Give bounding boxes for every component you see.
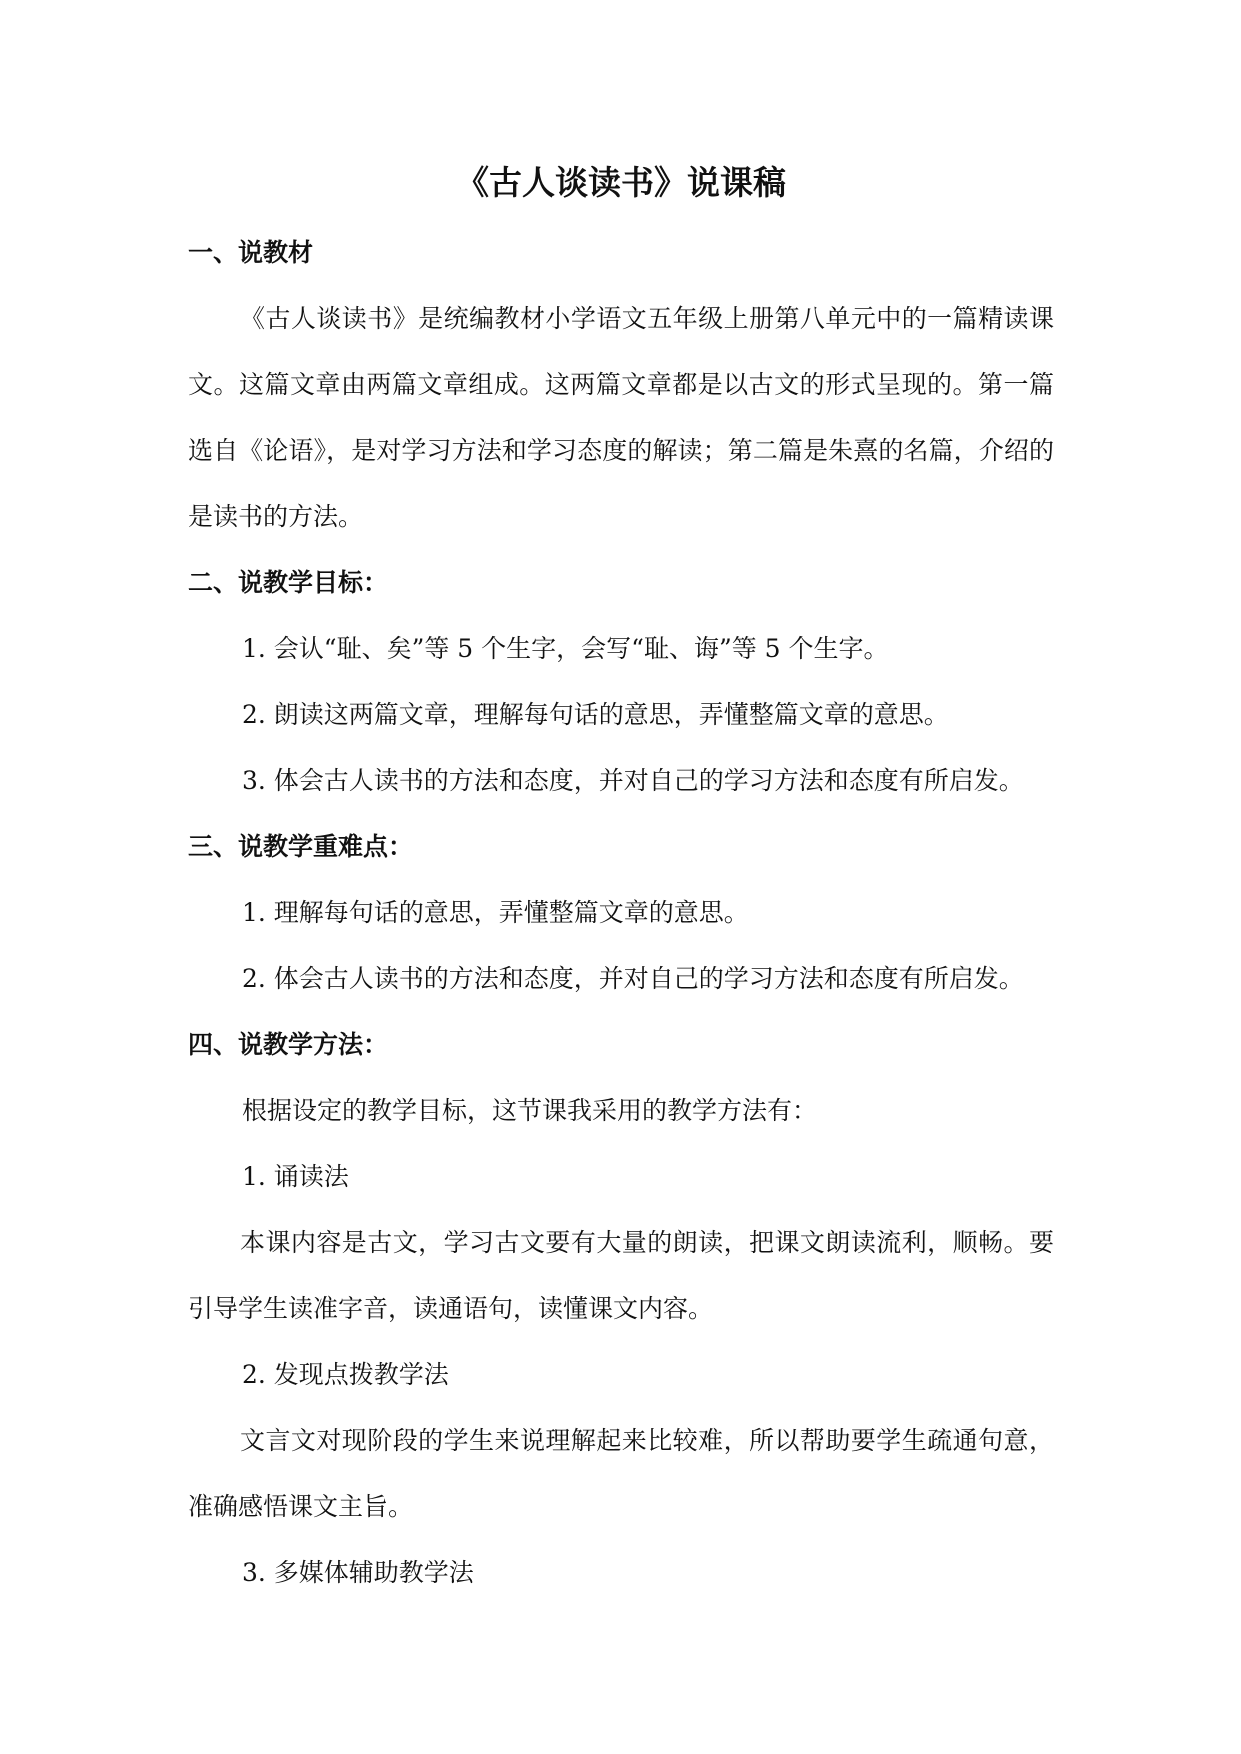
objective-item: 2. 朗读这两篇文章，理解每句话的意思，弄懂整篇文章的意思。 [242, 700, 949, 729]
method-label: 3. 多媒体辅助教学法 [242, 1558, 474, 1587]
key-point-item: 1. 理解每句话的意思，弄懂整篇文章的意思。 [242, 898, 749, 927]
section-heading-textbook: 一、说教材 [188, 238, 314, 267]
section-heading-methods: 四、说教学方法： [188, 1030, 389, 1059]
document-title: 《古人谈读书》说课稿 [456, 163, 786, 202]
method-description: 本课内容是古文，学习古文要有大量的朗读，把课文朗读流利，顺畅。要引导学生读准字音，读通语句，读懂课文内容。 [188, 1228, 1054, 1323]
document-page [188, 160, 1054, 1606]
key-point-item: 2. 体会古人读书的方法和态度，并对自己的学习方法和态度有所启发。 [242, 964, 1024, 993]
method-label: 2. 发现点拨教学法 [242, 1360, 449, 1389]
methods-intro: 根据设定的教学目标，这节课我采用的教学方法有： [242, 1096, 818, 1125]
section-heading-key-points: 三、说教学重难点： [188, 832, 414, 861]
section-heading-objectives: 二、说教学目标： [188, 568, 389, 597]
objective-item: 3. 体会古人读书的方法和态度，并对自己的学习方法和态度有所启发。 [242, 766, 1024, 795]
textbook-paragraph: 《古人谈读书》是统编教材小学语文五年级上册第八单元中的一篇精读课文。这篇文章由两篇文章组成。这两篇文章都是以古文的形式呈现的。第一篇选自《论语》，是对学习方法和学习态度的解读；第二篇是朱熹的名篇，介绍的是读书的方法。 [188, 304, 1054, 531]
method-label: 1. 诵读法 [242, 1162, 349, 1191]
method-description: 文言文对现阶段的学生来说理解起来比较难，所以帮助要学生疏通句意，准确感悟课文主旨。 [188, 1426, 1054, 1521]
objective-item: 1. 会认“耻、矣”等 5 个生字，会写“耻、诲”等 5 个生字。 [242, 634, 889, 663]
